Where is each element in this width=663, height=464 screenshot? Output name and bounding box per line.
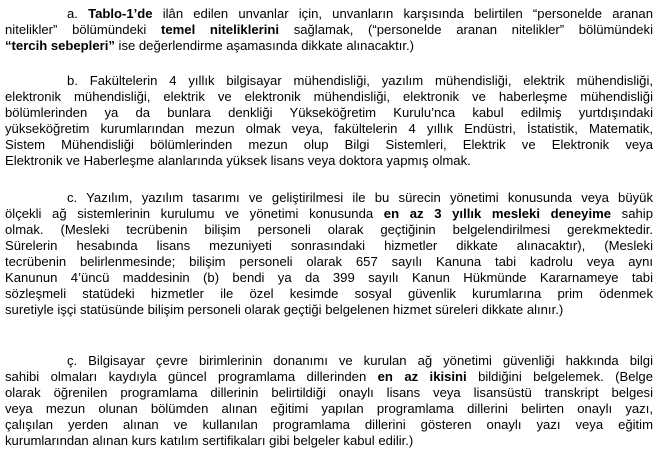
paragraph-c — [5, 190, 653, 318]
bold-text: temel niteliklerini — [161, 22, 280, 37]
paragraph-c-cedilla-line-3: olarak öğrenilen programlama dillerinin belirtildiği onaylı lisans veya lisansüstü transkript belgesi — [5, 385, 653, 400]
paragraph-c-line-2 — [5, 206, 653, 222]
bold-text: en az ikisini — [377, 369, 467, 384]
text-run: nitelikler” bölümündeki — [5, 22, 161, 37]
paragraph-c-cedilla-line-6: kurumlarından alınan kurs katılım sertifikaları gibi belgeler kabul edilir.) — [5, 433, 414, 448]
paragraph-a — [5, 6, 653, 54]
text-run: bildiğini belgelemek. (Belge — [466, 369, 653, 384]
paragraph-c-cedilla-line-5: çalışılan yerden alınan ve kullanılan programlama dillerini gösteren onaylı yazı veya eğitim — [5, 417, 653, 432]
paragraph-b-line-4: yükseköğretim kurumlarından mezun olmak veya, fakültelerin 4 yıllık Endüstri, İstatistik, Matematik, — [5, 121, 653, 136]
paragraph-c-cedilla-line-1: ç. Bilgisayar çevre birimlerinin donanımı ve kurulan ağ yönetimi güvenliği hakkında bilgi — [67, 353, 653, 368]
paragraph-c-line-4: Sürelerin hesabında lisans mezuniyeti sonrasındaki hizmetler dikkate alınacaktır), (Mesleki — [5, 238, 653, 253]
paragraph-c-cedilla-line-4: veya mezun olunan bölümden alınan eğitimi yapılan programlama dillerini belirten onaylı yazı, — [5, 401, 653, 416]
paragraph-c-line-5: tecrübenin belirlenmesinde; bilişim personeli olarak 657 sayılı Kanuna tabi kadrolu veya aynı — [5, 254, 653, 269]
paragraph-b-line-2: elektronik mühendisliği, elektrik ve elektronik mühendisliği, elektronik ve haberleşme mühendisliği — [5, 89, 653, 104]
paragraph-b-line-3: bölümlerinden ya da bunlara denkliği Yükseköğretim Kurulu’nca kabul edilmiş yurtdışındaki — [5, 105, 653, 120]
paragraph-b-line-1: b. Fakültelerin 4 yıllık bilgisayar mühendisliği, yazılım mühendisliği, elektrik mühendisliği, — [67, 73, 653, 88]
paragraph-a-line-3 — [5, 38, 653, 54]
paragraph-c-cedilla — [5, 353, 653, 449]
text-run: sahip — [611, 206, 653, 221]
text-run: sahibi olmaları kaydıyla güncel programlama dillerinden — [5, 369, 378, 384]
text-run: ise değerlendirme aşamasında dikkate alınacaktır.) — [114, 38, 415, 53]
paragraph-c-line-6: Kanunun 4’üncü maddesinin (b) bendi ya da 399 sayılı Kanun Hükmünde Kararnameye tabi — [5, 270, 653, 285]
text-run: ilân edilen unvanlar için, unvanların karşısında belirtilen “personelde aranan — [152, 6, 653, 21]
paragraph-a-line-1 — [5, 6, 653, 22]
text-run: sağlamak, (“personelde aranan nitelikler” bölümündeki — [279, 22, 653, 37]
paragraph-c-line-8: suretiyle işçi statüsünde bilişim personeli olarak geçtiği belgelenen hizmet süreleri dikkate alınır.) — [5, 302, 564, 317]
bold-text: Tablo-1’de — [88, 6, 153, 21]
text-run: ölçekli ağ sistemlerinin kurulumu ve yönetimi konusunda — [5, 206, 384, 221]
paragraph-b — [5, 73, 653, 169]
text-run: a. — [67, 6, 89, 21]
paragraph-c-line-3: olmak. (Mesleki tecrübenin bilişim personeli olarak geçtiğinin belgelendirilmesi gerekmektedir. — [5, 222, 653, 237]
paragraph-c-cedilla-line-2 — [5, 369, 653, 385]
paragraph-a-line-2 — [5, 22, 653, 38]
paragraph-c-line-1: c. Yazılım, yazılım tasarımı ve geliştirilmesi ile bu sürecin yönetimi konusunda veya büyük — [67, 190, 653, 205]
paragraph-b-line-5: Sistem Mühendisliği bölümlerinden mezun olup Bilgi Sistemleri, Elektrik ve Elektronik veya — [5, 137, 653, 152]
paragraph-c-line-7: sözleşmeli statüdeki hizmetler ile özel kesimde sosyal güvenlik kurumlarına prim ödenmek — [5, 286, 653, 301]
bold-text: “tercih sebepleri” — [5, 38, 115, 53]
paragraph-b-line-6: Elektronik ve Haberleşme alanlarında yüksek lisans veya doktora yapmış olmak. — [5, 153, 471, 168]
bold-text: en az 3 yıllık mesleki deneyime — [383, 206, 612, 221]
